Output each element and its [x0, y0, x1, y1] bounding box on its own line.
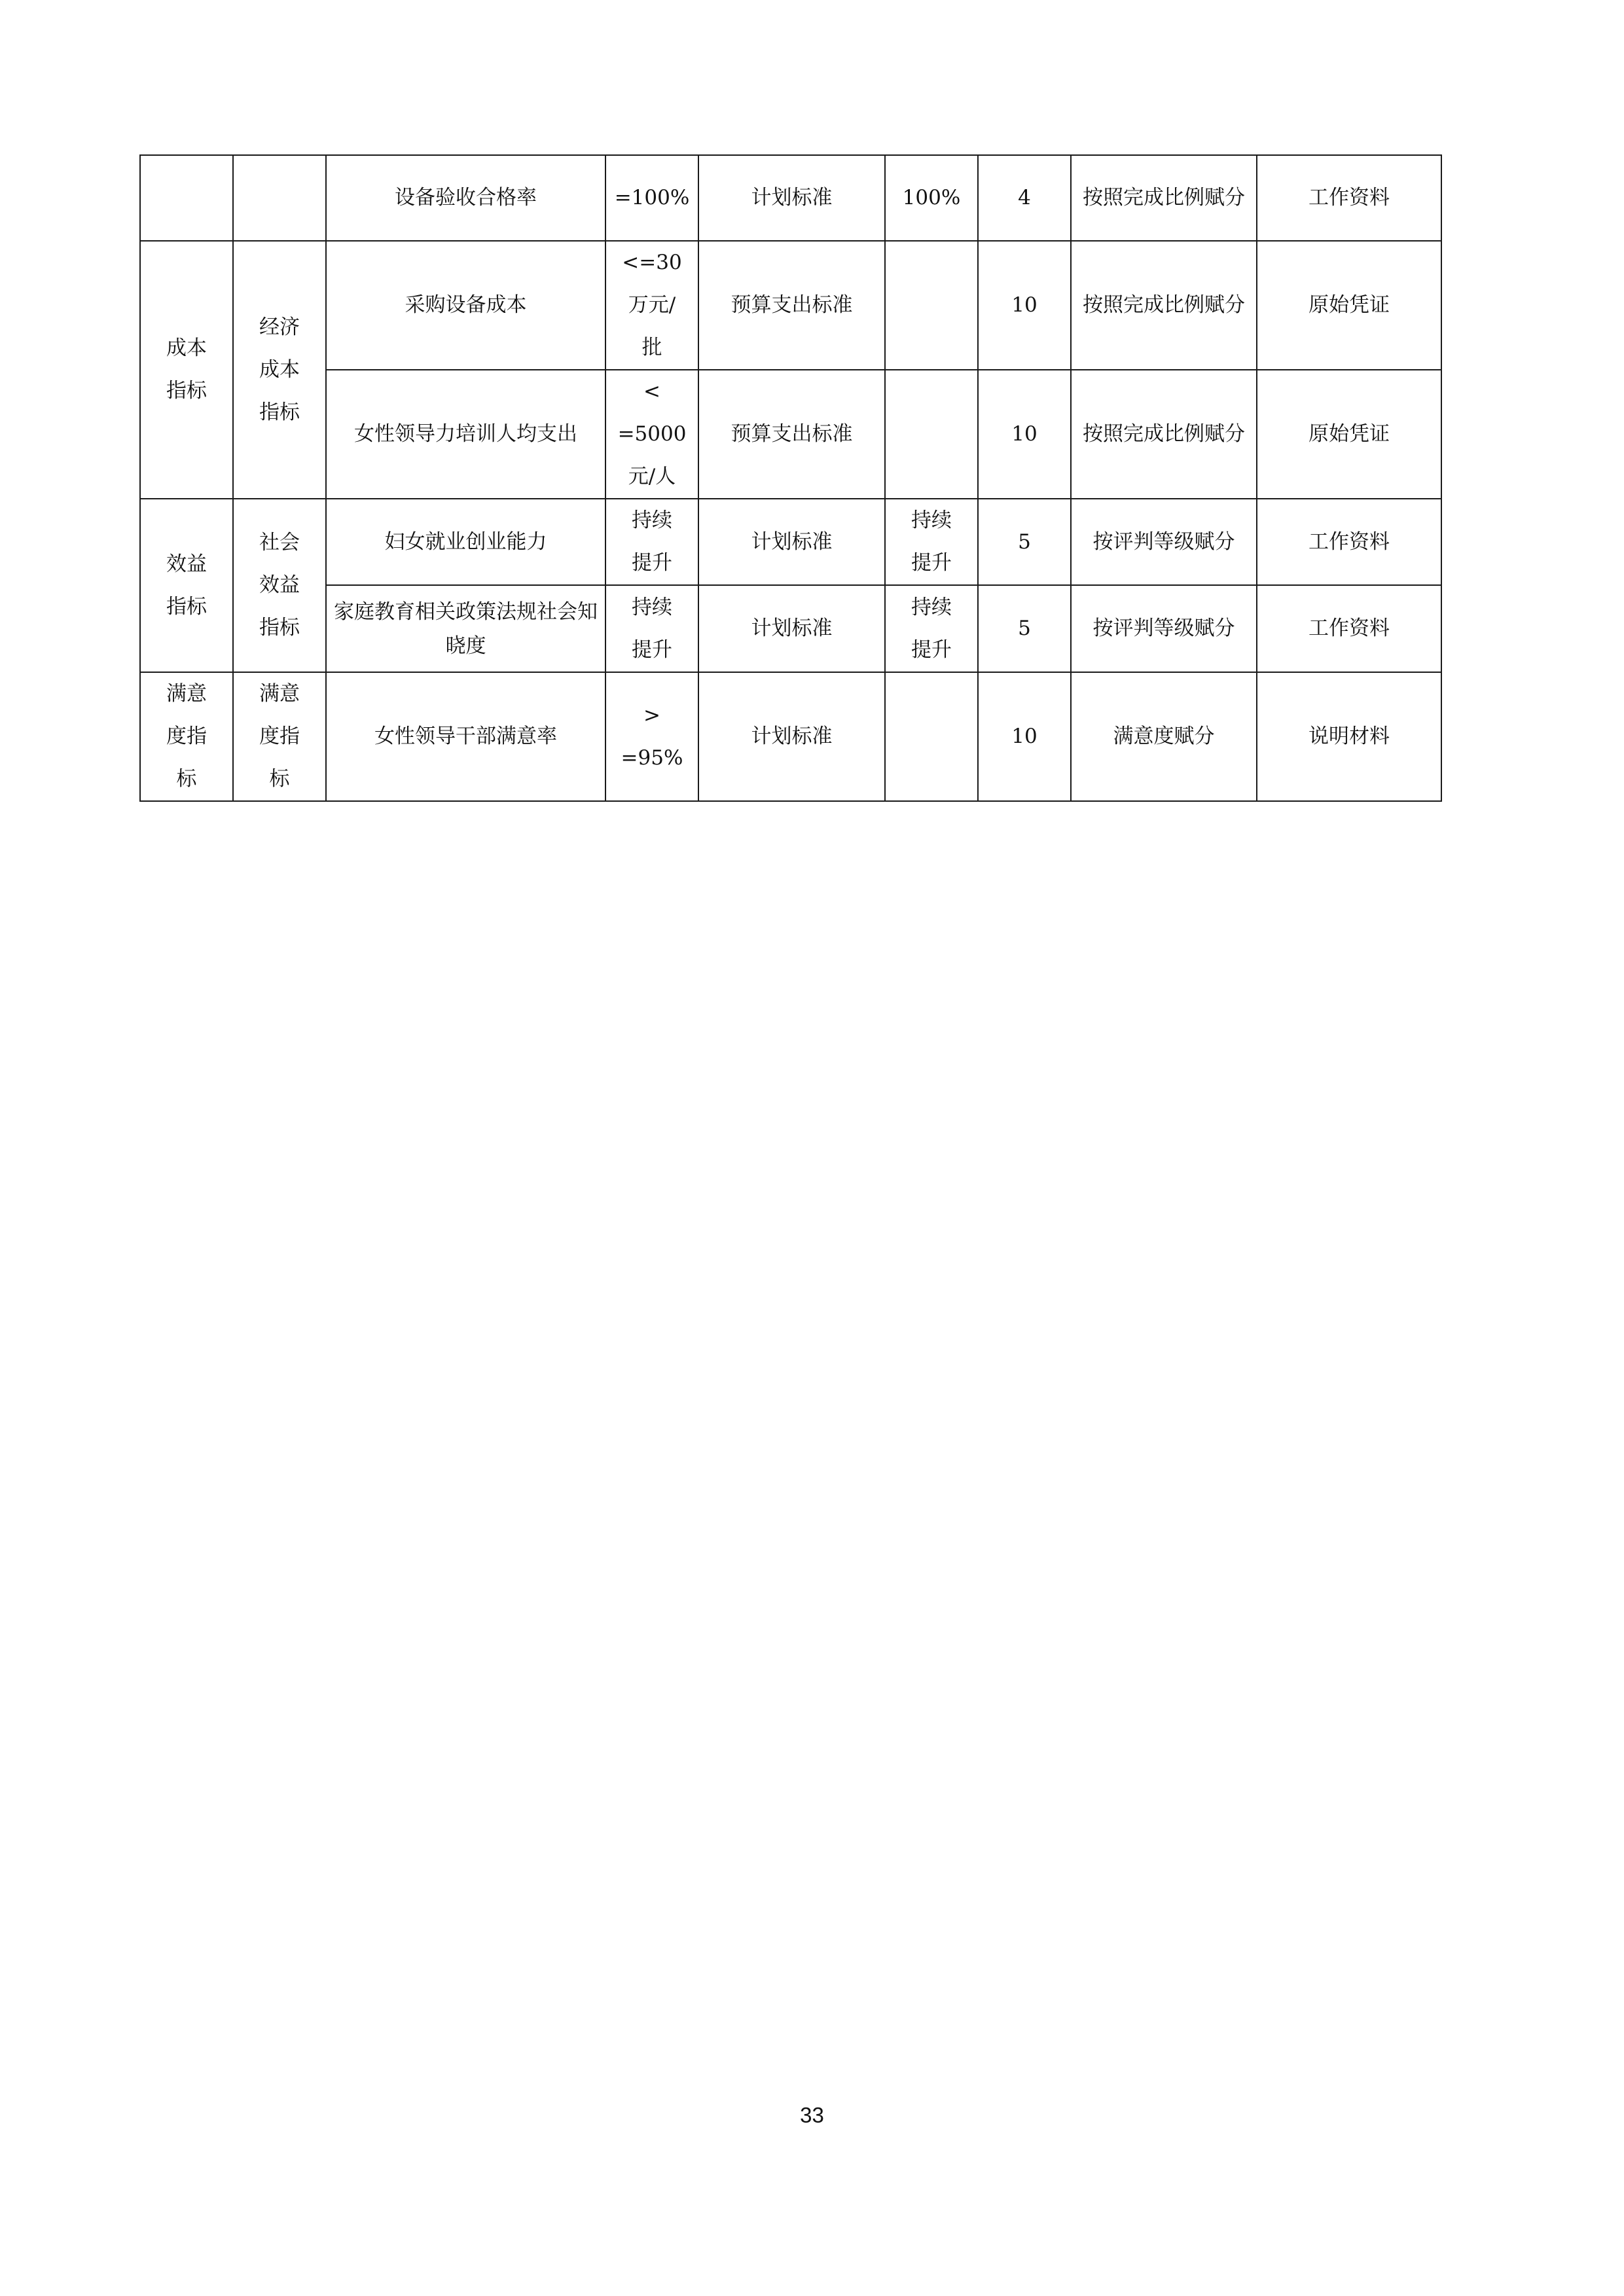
method-cell: 按评判等级赋分 — [1071, 585, 1257, 672]
target-cell: =100% — [605, 155, 698, 241]
target-cell: 持续 提升 — [605, 585, 698, 672]
actual-cell — [885, 370, 978, 499]
level2-cell: 社会 效益 指标 — [233, 499, 326, 672]
actual-cell: 持续 提升 — [885, 499, 978, 585]
actual-cell — [885, 672, 978, 801]
level1-cell: 成本 指标 — [140, 241, 233, 499]
indicator-cell: 采购设备成本 — [326, 241, 605, 370]
evidence-cell: 工作资料 — [1257, 499, 1441, 585]
method-cell: 按照完成比例赋分 — [1071, 241, 1257, 370]
score-cell: 10 — [978, 241, 1071, 370]
indicator-cell: 女性领导干部满意率 — [326, 672, 605, 801]
standard-cell: 计划标准 — [698, 155, 885, 241]
level2-cell: 经济 成本 指标 — [233, 241, 326, 499]
indicator-cell: 设备验收合格率 — [326, 155, 605, 241]
evidence-cell: 原始凭证 — [1257, 241, 1441, 370]
score-cell: 5 — [978, 499, 1071, 585]
score-cell: 5 — [978, 585, 1071, 672]
method-cell: 满意度赋分 — [1071, 672, 1257, 801]
indicator-cell: 妇女就业创业能力 — [326, 499, 605, 585]
standard-cell: 预算支出标准 — [698, 241, 885, 370]
actual-cell: 100% — [885, 155, 978, 241]
evidence-cell: 工作资料 — [1257, 585, 1441, 672]
table-row — [140, 585, 1441, 672]
score-cell: 10 — [978, 672, 1071, 801]
table-row — [140, 370, 1441, 499]
target-cell: <=30 万元/ 批 — [605, 241, 698, 370]
level1-cell: 效益 指标 — [140, 499, 233, 672]
standard-cell: 计划标准 — [698, 585, 885, 672]
method-cell: 按评判等级赋分 — [1071, 499, 1257, 585]
method-cell: 按照完成比例赋分 — [1071, 370, 1257, 499]
performance-indicator-table — [139, 154, 1442, 802]
indicator-cell: 女性领导力培训人均支出 — [326, 370, 605, 499]
score-cell: 4 — [978, 155, 1071, 241]
evidence-cell: 工作资料 — [1257, 155, 1441, 241]
evidence-cell: 原始凭证 — [1257, 370, 1441, 499]
target-cell: 持续 提升 — [605, 499, 698, 585]
method-cell: 按照完成比例赋分 — [1071, 155, 1257, 241]
target-cell: < =5000 元/人 — [605, 370, 698, 499]
table-row — [140, 499, 1441, 585]
table-row — [140, 672, 1441, 801]
level1-cell — [140, 155, 233, 241]
standard-cell: 计划标准 — [698, 499, 885, 585]
level1-cell: 满意 度指 标 — [140, 672, 233, 801]
standard-cell: 计划标准 — [698, 672, 885, 801]
actual-cell: 持续 提升 — [885, 585, 978, 672]
actual-cell — [885, 241, 978, 370]
table-row — [140, 155, 1441, 241]
score-cell: 10 — [978, 370, 1071, 499]
indicator-cell: 家庭教育相关政策法规社会知晓度 — [326, 585, 605, 672]
level2-cell: 满意 度指 标 — [233, 672, 326, 801]
page-number: 33 — [800, 2103, 824, 2127]
target-cell: > =95% — [605, 672, 698, 801]
level2-cell — [233, 155, 326, 241]
table-row — [140, 241, 1441, 370]
evidence-cell: 说明材料 — [1257, 672, 1441, 801]
standard-cell: 预算支出标准 — [698, 370, 885, 499]
